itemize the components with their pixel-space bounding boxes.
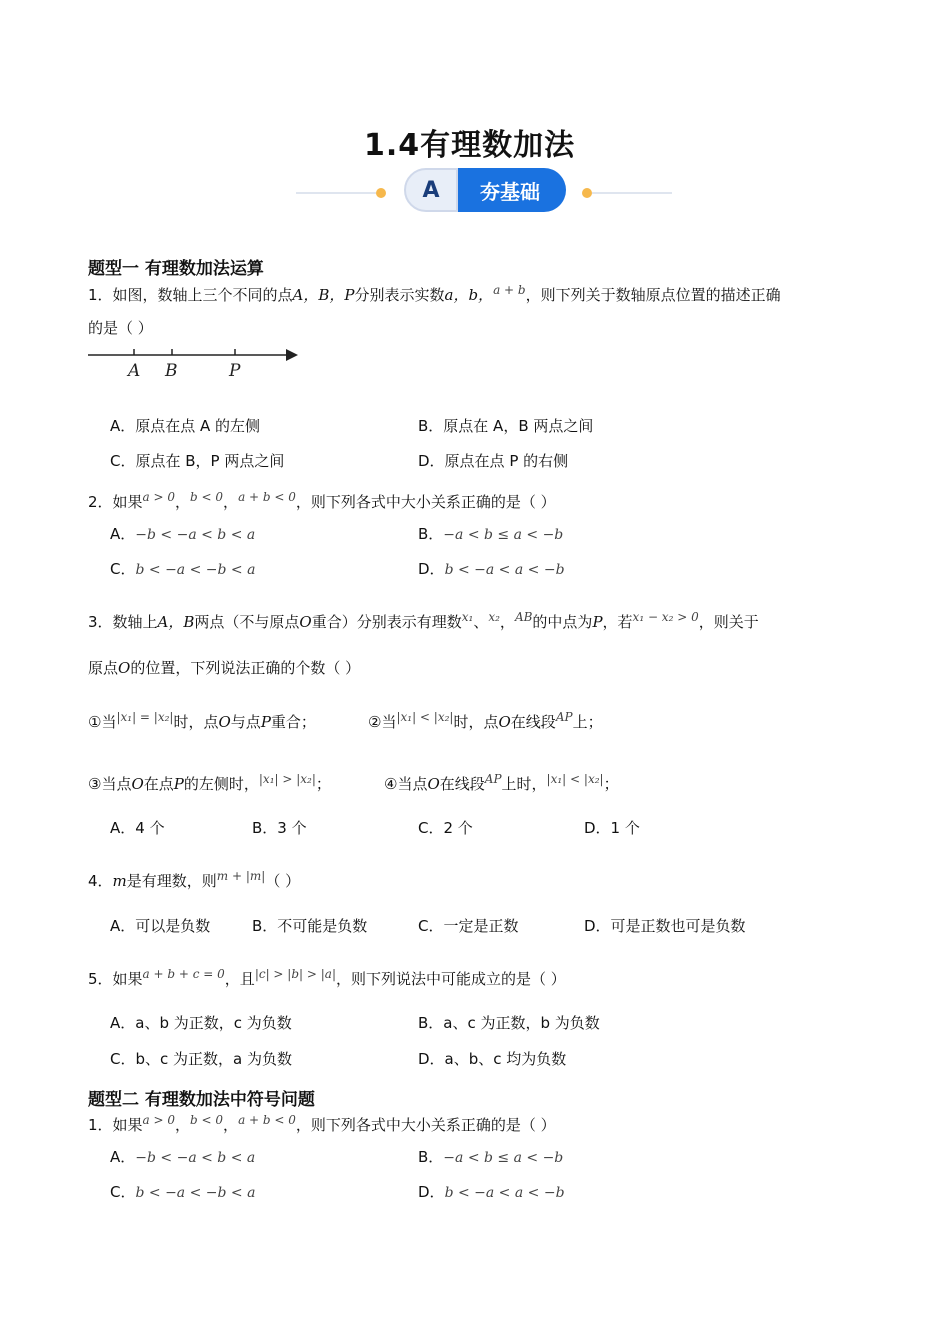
number-line-figure bbox=[86, 344, 306, 380]
badge-label: 夯基础 bbox=[454, 168, 566, 212]
q3-option-a[interactable]: A．4 个 bbox=[110, 819, 165, 837]
q3-line2: 原点O的位置，下列说法正确的个数（ ） bbox=[88, 659, 361, 677]
q5-option-a[interactable]: A．a、b 为正数，c 为负数 bbox=[110, 1014, 292, 1032]
s2-q1-stem: 1．如果$^{a > 0}$，$^{b < 0}$，$^{a + b < 0}$，则下列各式中大小关系正确的是（ ） bbox=[88, 1113, 556, 1134]
q2-option-c[interactable]: C．b < −a < −b < a bbox=[110, 560, 256, 578]
q3-statement-2: ②当$^{|x_1| < |x_2|}$时，点O在线段$^{AP}$上； bbox=[368, 710, 603, 731]
badge-right-dot bbox=[582, 188, 592, 198]
s2-q1-option-b[interactable]: B．−a < b ≤ a < −b bbox=[418, 1148, 564, 1166]
badge-right-line bbox=[592, 192, 672, 194]
q4-option-d[interactable]: D．可是正数也可是负数 bbox=[584, 917, 746, 935]
q1-option-a[interactable]: A．原点在点 A 的左侧 bbox=[110, 417, 261, 435]
q5-stem: 5．如果$^{a + b + c = 0}$，且$^{|c| > |b| > |a|}$，则下列说法中可能成立的是（ ） bbox=[88, 967, 566, 988]
q1-line2: 的是（ ） bbox=[88, 319, 153, 337]
q2-option-d[interactable]: D．b < −a < a < −b bbox=[418, 560, 565, 578]
q3-statement-4: ④当点O在线段$^{AP}$上时，$^{|x_1| < |x_2|}$； bbox=[384, 772, 619, 793]
q4-option-b[interactable]: B．不可能是负数 bbox=[252, 917, 368, 935]
label-p: P bbox=[229, 361, 241, 380]
q3-option-c[interactable]: C．2 个 bbox=[418, 819, 473, 837]
badge-left-line bbox=[296, 192, 376, 194]
q4-option-c[interactable]: C．一定是正数 bbox=[418, 917, 519, 935]
q2-stem: 2．如果$^{a > 0}$，$^{b < 0}$，$^{a + b < 0}$，则下列各式中大小关系正确的是（ ） bbox=[88, 490, 556, 511]
q5-option-b[interactable]: B．a、c 为正数，b 为负数 bbox=[418, 1014, 600, 1032]
s2-q1-option-d[interactable]: D．b < −a < a < −b bbox=[418, 1183, 565, 1201]
q1-line1: 1．如图，数轴上三个不同的点A，B，P分别表示实数a，b，$^{a + b}$，则下列关于数轴原点位置的描述正确 bbox=[88, 283, 781, 304]
q3-option-d[interactable]: D．1 个 bbox=[584, 819, 640, 837]
q1-option-c[interactable]: C．原点在 B，P 两点之间 bbox=[110, 452, 285, 470]
q3-statement-3: ③当点O在点P的左侧时，$^{|x_1| > |x_2|}$； bbox=[88, 772, 331, 793]
page-title: 1.4有理数加法 bbox=[364, 128, 576, 163]
label-b: B bbox=[165, 361, 178, 380]
q3-line1: 3．数轴上A，B两点（不与原点O重合）分别表示有理数$^{x_1}$、$^{x_2}$，$^{AB}$的中点为P，若$^{x_1 - x_2 > 0}$，则关于 bbox=[88, 610, 759, 631]
section2-heading: 题型二 有理数加法中符号问题 bbox=[88, 1090, 315, 1110]
q2-option-b[interactable]: B．−a < b ≤ a < −b bbox=[418, 525, 564, 543]
q2-option-a[interactable]: A．−b < −a < b < a bbox=[110, 525, 256, 543]
badge-letter: A bbox=[404, 168, 458, 212]
q4-stem: 4．m是有理数，则$^{m + |m|}$（ ） bbox=[88, 869, 301, 890]
q5-option-d[interactable]: D．a、b、c 均为负数 bbox=[418, 1050, 567, 1068]
s2-q1-option-a[interactable]: A．−b < −a < b < a bbox=[110, 1148, 256, 1166]
s2-q1-option-c[interactable]: C．b < −a < −b < a bbox=[110, 1183, 256, 1201]
q3-statement-1: ①当$^{|x_1| = |x_2|}$时，点O与点P重合； bbox=[88, 710, 316, 731]
q1-option-d[interactable]: D．原点在点 P 的右侧 bbox=[418, 452, 569, 470]
q3-option-b[interactable]: B．3 个 bbox=[252, 819, 307, 837]
q4-option-a[interactable]: A．可以是负数 bbox=[110, 917, 211, 935]
label-a: A bbox=[128, 361, 141, 380]
q5-option-c[interactable]: C．b、c 为正数，a 为负数 bbox=[110, 1050, 292, 1068]
q1-option-b[interactable]: B．原点在 A，B 两点之间 bbox=[418, 417, 594, 435]
section1-heading: 题型一 有理数加法运算 bbox=[88, 259, 264, 279]
level-badge bbox=[404, 168, 566, 212]
badge-left-dot bbox=[376, 188, 386, 198]
